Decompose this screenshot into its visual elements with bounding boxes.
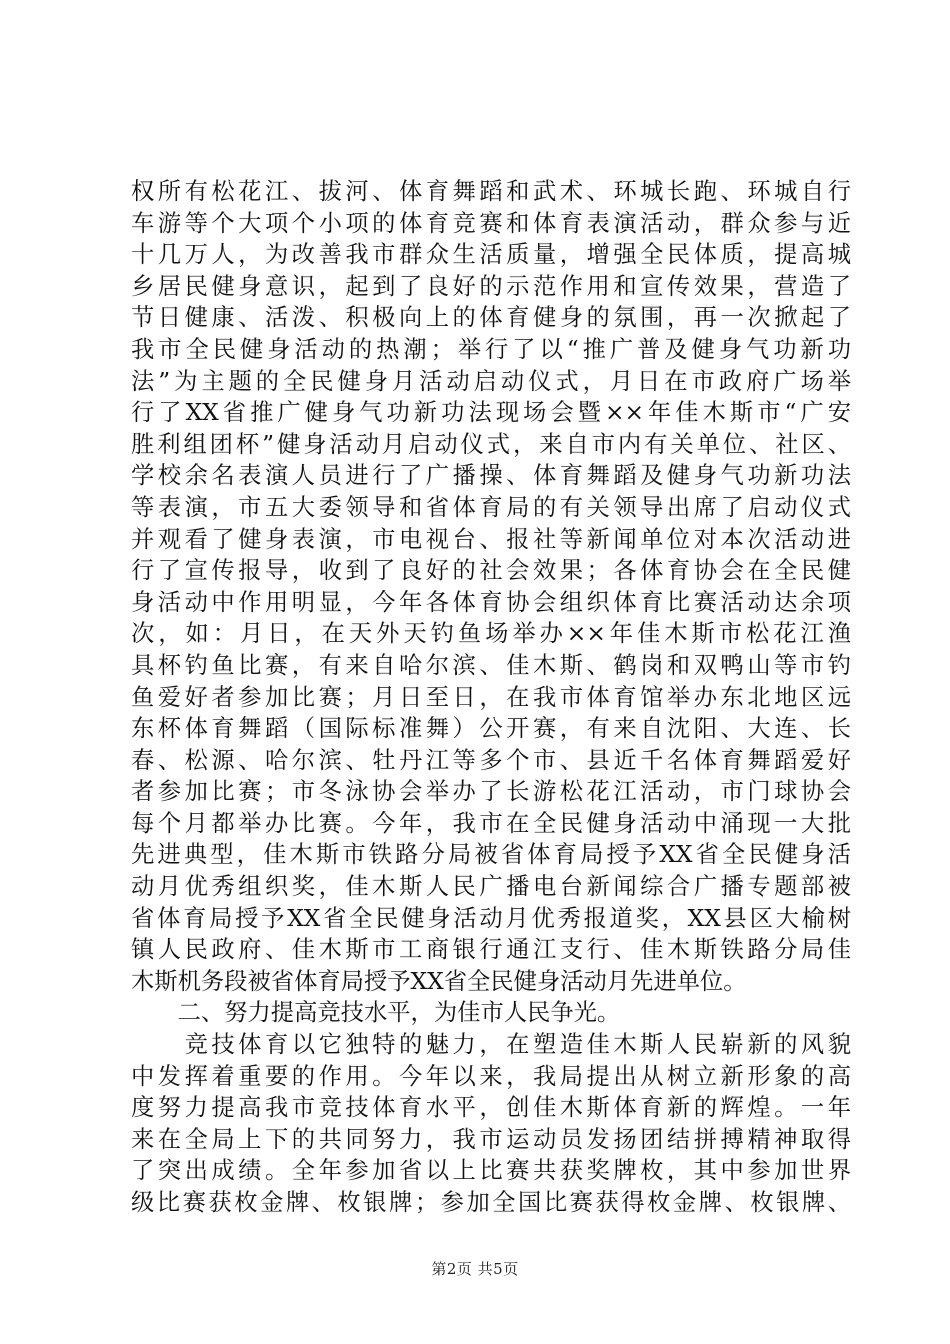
text-line: 者参加比赛；市冬泳协会举办了长游松花江活动，市门球协会 <box>131 778 851 806</box>
text-line: 具杯钓鱼比赛，有来自哈尔滨、佳木斯、鹤岗和双鸭山等市钓 <box>131 651 851 679</box>
text-line: 车游等个大项个小项的体育竞赛和体育表演活动，群众参与近 <box>131 209 851 237</box>
text-line: 省体育局授予XX省全民健身活动月优秀报道奖，XX县区大榆树 <box>131 904 851 932</box>
text-line: 每个月都举办比赛。今年，我市在全民健身活动中涌现一大批 <box>131 809 851 837</box>
text-line: 法”为主题的全民健身月活动启动仪式，月日在市政府广场举 <box>131 367 851 395</box>
text-line: 东杯体育舞蹈（国际标准舞）公开赛，有来自沈阳、大连、长 <box>131 715 851 743</box>
text-line: 等表演，市五大委领导和省体育局的有关领导出席了启动仪式 <box>131 493 851 521</box>
text-line: 权所有松花江、拔河、体育舞蹈和武术、环城长跑、环城自行 <box>131 178 851 205</box>
text-line: 学校余名表演人员进行了广播操、体育舞蹈及健身气功新功法 <box>131 462 851 490</box>
text-line: 行了宣传报导，收到了良好的社会效果；各体育协会在全民健 <box>131 557 851 585</box>
text-line: 鱼爱好者参加比赛；月日至日，在我市体育馆举办东北地区远 <box>131 683 851 711</box>
text-line: 木斯机务段被省体育局授予XX省全民健身活动月先进单位。 <box>131 967 747 995</box>
text-line: 次，如：月日，在天外天钓鱼场举办××年佳木斯市松花江渔 <box>131 620 851 648</box>
text-line: 我市全民健身活动的热潮；举行了以“推广普及健身气功新功 <box>131 335 851 363</box>
text-line: 级比赛获枚金牌、枚银牌；参加全国比赛获得枚金牌、枚银牌、 <box>131 1189 851 1216</box>
text-line: 行了XX省推广健身气功新功法现场会暨××年佳木斯市“广安 <box>131 399 851 427</box>
text-line: 来在全局上下的共同努力，我市运动员发扬团结拼搏精神取得 <box>131 1125 851 1153</box>
page-footer: 第2页 共5页 <box>431 1260 519 1278</box>
text-line: 十几万人，为改善我市群众生活质量，增强全民体质，提高城 <box>131 241 851 269</box>
body-text <box>131 176 851 1219</box>
text-line: 乡居民健身意识，起到了良好的示范作用和宣传效果，营造了 <box>131 272 851 300</box>
text-line: 了突出成绩。全年参加省以上比赛共获奖牌枚，其中参加世界 <box>131 1157 851 1185</box>
text-line: 身活动中作用明显，今年各体育协会组织体育比赛活动达余项 <box>131 588 851 616</box>
text-line: 度努力提高我市竞技体育水平，创佳木斯体育新的辉煌。一年 <box>131 1094 851 1122</box>
text-line: 胜利组团杯”健身活动月启动仪式，来自市内有关单位、社区、 <box>131 430 851 458</box>
text-line: 竞技体育以它独特的魅力，在塑造佳木斯人民崭新的风貌 <box>131 1031 851 1059</box>
text-line: 春、松源、哈尔滨、牡丹江等多个市、县近千名体育舞蹈爱好 <box>131 746 851 774</box>
text-line: 节日健康、活泼、积极向上的体育健身的氛围，再一次掀起了 <box>131 304 851 332</box>
text-line: 并观看了健身表演，市电视台、报社等新闻单位对本次活动进 <box>131 525 851 553</box>
text-line: 镇人民政府、佳木斯市工商银行通江支行、佳木斯铁路分局佳 <box>131 936 851 964</box>
text-line: 先进典型，佳木斯市铁路分局被省体育局授予XX省全民健身活 <box>131 841 851 869</box>
section-heading: 二、努力提高竞技水平，为佳市人民争光。 <box>131 999 621 1027</box>
text-line: 动月优秀组织奖，佳木斯人民广播电台新闻综合广播专题部被 <box>131 873 851 901</box>
text-line: 中发挥着重要的作用。今年以来，我局提出从树立新形象的高 <box>131 1062 851 1090</box>
